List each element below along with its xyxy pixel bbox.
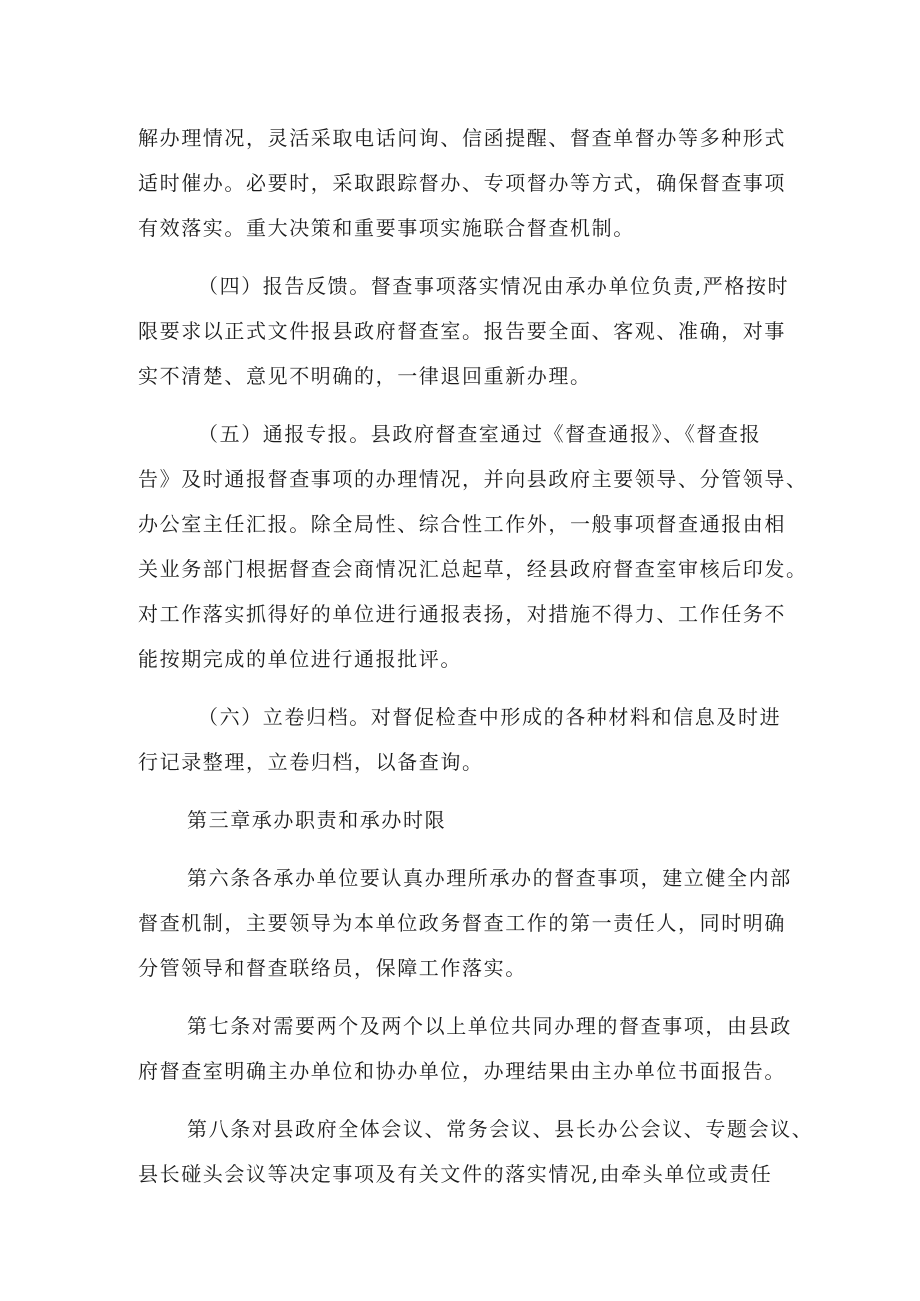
text-line: 实不清楚、意见不明确的，一律退回重新办理。 <box>138 364 592 388</box>
text-line: 第八条对县政府全体会议、常务会议、县长办公会议、专题会议、 <box>187 1117 814 1141</box>
text-line: 行记录整理，立卷归档，以备查询。 <box>138 750 484 774</box>
paragraph-continued <box>138 116 798 251</box>
text-line: 能按期完成的单位进行通报批评。 <box>138 647 462 671</box>
chapter-title: 第三章承办职责和承办时限 <box>187 808 447 832</box>
text-line: 解办理情况，灵活采取电话问询、信函提醒、督查单督办等多种形式 <box>138 126 786 150</box>
text-line: 分管领导和督查联络员，保障工作落实。 <box>138 956 527 980</box>
text-line: （五）通报专报。县政府督查室通过《督查通报》、《督查报 <box>198 422 762 446</box>
paragraph-article-7 <box>138 1004 798 1094</box>
text-line: 有效落实。重大决策和重要事项实施联合督查机制。 <box>138 216 635 240</box>
text-line: 第六条各承办单位要认真办理所承办的督查事项，建立健全内部 <box>187 866 792 890</box>
text-line: （六）立卷归档。对督促检查中形成的各种材料和信息及时进 <box>198 705 782 729</box>
text-line: 对工作落实抓得好的单位进行通报表扬，对措施不得力、工作任务不 <box>138 602 786 626</box>
text-line: 告》及时通报督查事项的办理情况，并向县政府主要领导、分管领导、 <box>138 467 808 491</box>
text-line: 督查机制，主要领导为本单位政务督查工作的第一责任人，同时明确 <box>138 911 786 935</box>
text-line: 适时催办。必要时，采取跟踪督办、专项督办等方式，确保督查事项 <box>138 171 786 195</box>
paragraph-archiving <box>138 695 798 785</box>
chapter-heading <box>138 798 798 843</box>
text-line: 第七条对需要两个及两个以上单位共同办理的督查事项，由县政 <box>187 1014 792 1038</box>
paragraph-article-8 <box>138 1107 814 1197</box>
text-line: （四）报告反馈。督查事项落实情况由承办单位负责,严格按时 <box>198 274 790 298</box>
paragraph-notification <box>138 412 808 682</box>
paragraph-article-6 <box>138 856 798 991</box>
document-body <box>138 116 814 1197</box>
text-line: 办公室主任汇报。除全局性、综合性工作外，一般事项督查通报由相 <box>138 512 786 536</box>
text-line: 县长碰头会议等决定事项及有关文件的落实情况,由牵头单位或责任 <box>138 1162 773 1186</box>
text-line: 府督查室明确主办单位和协办单位，办理结果由主办单位书面报告。 <box>138 1059 786 1083</box>
text-line: 限要求以正式文件报县政府督查室。报告要全面、客观、准确，对事 <box>138 319 786 343</box>
paragraph-report-feedback <box>138 264 798 399</box>
text-line: 关业务部门根据督查会商情况汇总起草，经县政府督查室审核后印发。 <box>138 557 808 581</box>
